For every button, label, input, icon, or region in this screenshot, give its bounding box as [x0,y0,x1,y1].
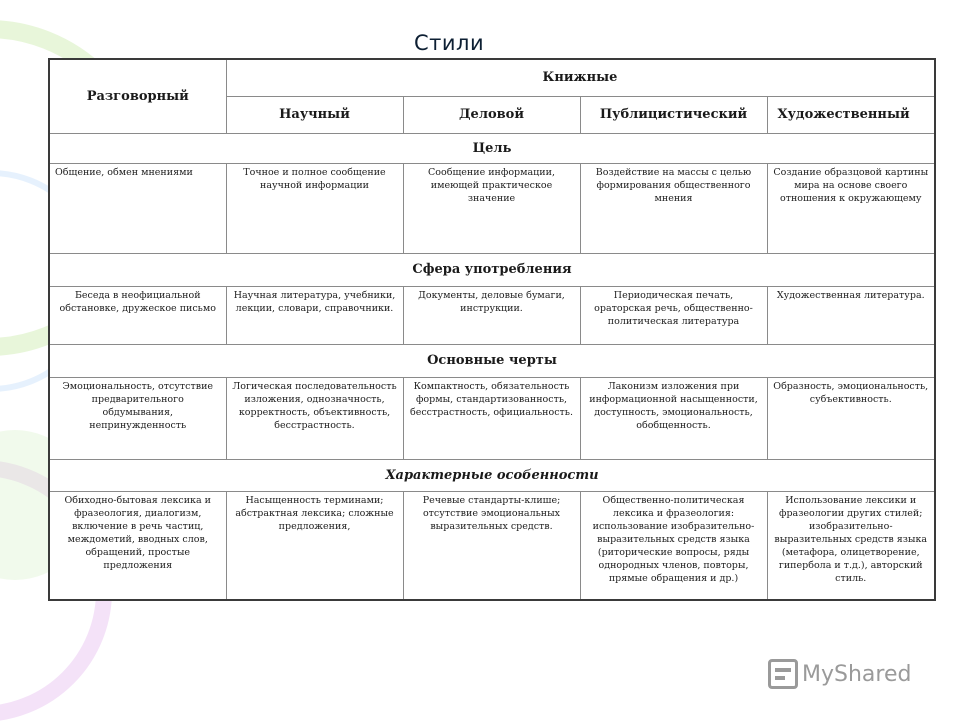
table-cell: Речевые стандарты-клише; отсутствие эмоциональных выразительных средств. [403,491,580,600]
header-knizhnye: Книжные [226,59,935,96]
table-cell: Логическая последовательность изложения, однозначность, корректность, объективность, бесстрастность. [226,377,403,459]
table-cell: Общение, обмен мнениями [49,163,226,253]
section-header-row [49,344,935,377]
header-style-khudozhestvenny: Художественный [767,96,935,133]
table-row [49,377,935,459]
table-cell: Точное и полное сообщение научной информации [226,163,403,253]
section-header-row [49,253,935,286]
table-cell: Воздействие на массы с целью формирования общественного мнения [580,163,767,253]
table-cell: Периодическая печать, ораторская речь, общественно-политическая литература [580,286,767,344]
section-header-row [49,133,935,163]
table-cell: Обиходно-бытовая лексика и фразеология, диалогизм, включение в речь частиц, междометий, вводных слов, обращений, простые предложения [49,491,226,600]
header-style-nauchny: Научный [226,96,403,133]
table-cell: Лаконизм изложения при информационной насыщенности, доступность, эмоциональность, обобщенность. [580,377,767,459]
section-title-sfera: Сфера употребления [49,253,935,286]
header-style-delovoy: Деловой [403,96,580,133]
section-title-tsel: Цель [49,133,935,163]
header-style-publitsistichesky: Публицистический [580,96,767,133]
myshared-logo[interactable] [768,656,911,692]
table-cell: Беседа в неофициальной обстановке, дружеское письмо [49,286,226,344]
table-cell: Эмоциональность, отсутствие предварительного обдумывания, непринужденность [49,377,226,459]
table-row [49,163,935,253]
table-row [49,491,935,600]
table-cell: Использование лексики и фразеологии других стилей; изобразительно-выразительных средств языка (метафора, олицетворение, гипербола и т.д.), авторский стиль. [767,491,935,600]
table-cell: Насыщенность терминами; абстрактная лексика; сложные предложения, [226,491,403,600]
table-cell: Художественная литература. [767,286,935,344]
speech-styles-table [48,58,936,601]
table-cell: Создание образцовой картины мира на основе своего отношения к окружающему [767,163,935,253]
table-cell: Компактность, обязательность формы, стандартизованность, бесстрастность, официальность. [403,377,580,459]
table-cell: Научная литература, учебники, лекции, словари, справочники. [226,286,403,344]
section-title-osnovnye: Основные черты [49,344,935,377]
table-cell: Сообщение информации, имеющей практическое значение [403,163,580,253]
page-title-line-1: Стили [414,31,485,55]
header-razgovorny: Разговорный [49,59,226,133]
section-header-row [49,459,935,491]
table-cell: Документы, деловые бумаги, инструкции. [403,286,580,344]
header-row [49,59,935,96]
table-cell: Общественно-политическая лексика и фразеология: использование изобразительно-выразительных средств языка (риторические вопросы, ряды однородных членов, повторы, прямые обращения и др.) [580,491,767,600]
table-cell: Образность, эмоциональность, субъективность. [767,377,935,459]
presentation-board-icon [768,659,798,689]
section-title-osobennosti: Характерные особенности [49,459,935,491]
logo-text: MyShared [802,661,912,687]
table-row [49,286,935,344]
